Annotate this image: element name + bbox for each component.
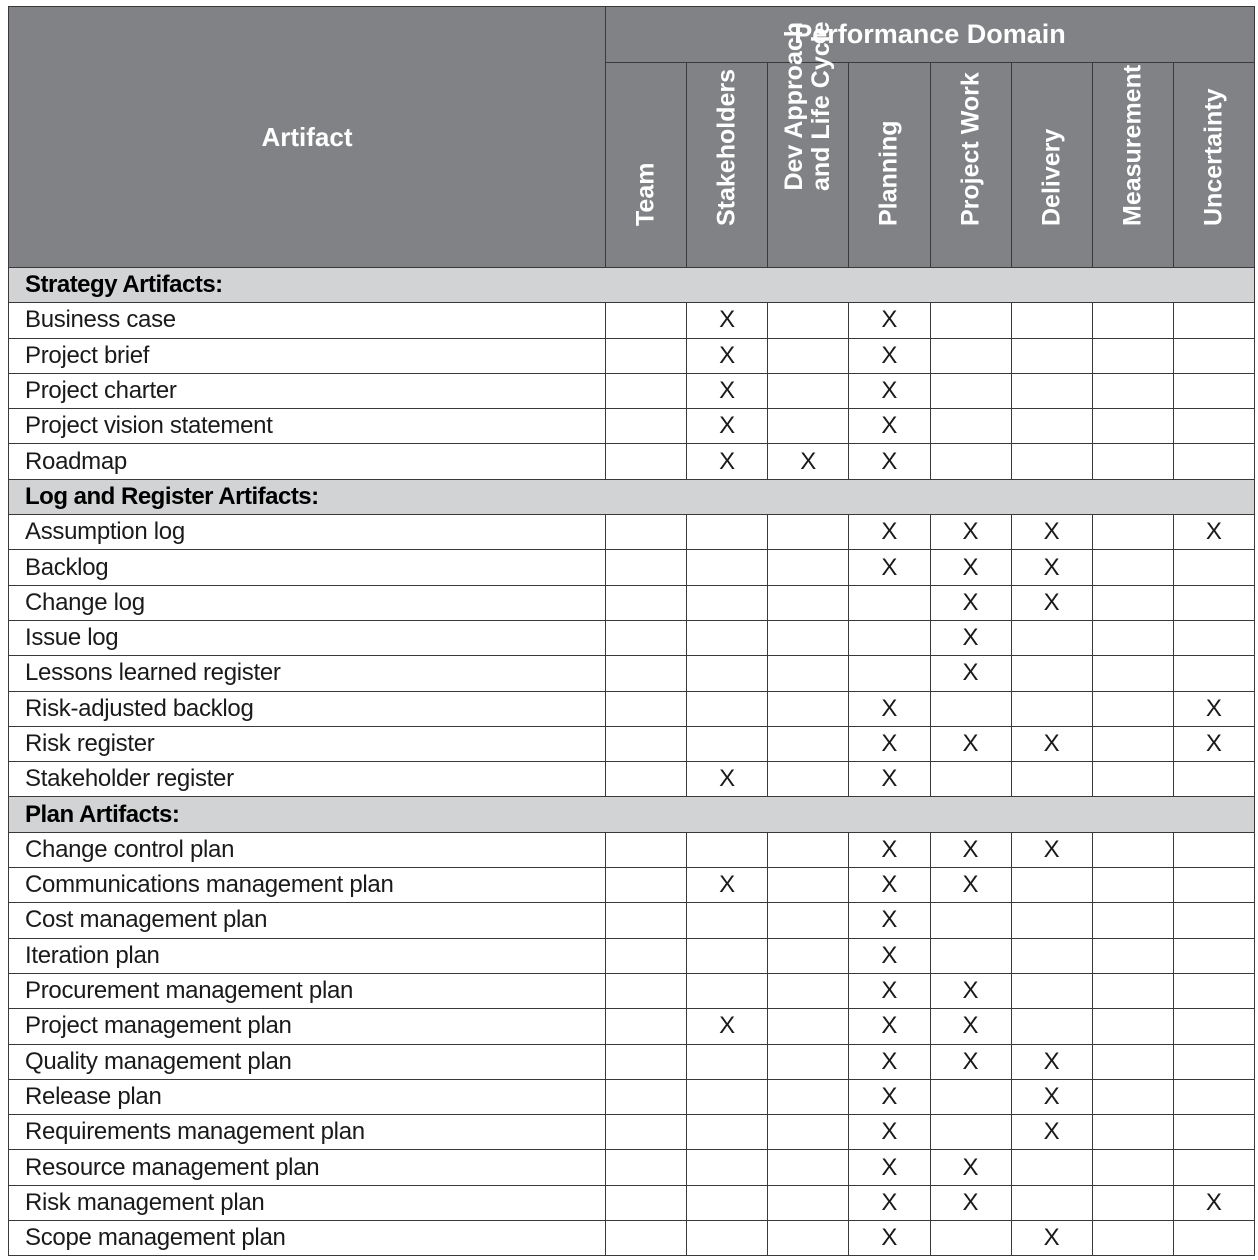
- domain-cell: [1011, 691, 1092, 726]
- domain-cell: [768, 409, 849, 444]
- artifact-name: Scope management plan: [9, 1221, 606, 1256]
- domain-cell: [687, 1115, 768, 1150]
- domain-cell: [1092, 1185, 1173, 1220]
- domain-cell: X: [930, 515, 1011, 550]
- domain-cell: [606, 373, 687, 408]
- domain-cell: [1092, 1221, 1173, 1256]
- domain-cell: [606, 1185, 687, 1220]
- domain-cell: [930, 903, 1011, 938]
- domain-cell: [1173, 656, 1254, 691]
- domain-cell: X: [849, 691, 930, 726]
- domain-cell: [1092, 338, 1173, 373]
- domain-cell: [930, 373, 1011, 408]
- domain-cell: X: [849, 515, 930, 550]
- domain-cell: [606, 303, 687, 338]
- domain-cell: X: [849, 832, 930, 867]
- domain-cell: [768, 726, 849, 761]
- artifact-name: Stakeholder register: [9, 762, 606, 797]
- domain-cell: [606, 585, 687, 620]
- section-title: Strategy Artifacts:: [9, 268, 1255, 303]
- domain-cell: [1173, 620, 1254, 655]
- domain-cell: [768, 938, 849, 973]
- domain-cell: X: [849, 338, 930, 373]
- domain-header: Stakeholders: [687, 63, 768, 268]
- domain-cell: [768, 620, 849, 655]
- domain-cell: X: [1011, 726, 1092, 761]
- artifact-name: Risk management plan: [9, 1185, 606, 1220]
- table-row: [9, 832, 1255, 867]
- domain-cell: [1092, 903, 1173, 938]
- domain-cell: [606, 656, 687, 691]
- domain-cell: X: [930, 1044, 1011, 1079]
- artifact-name: Project vision statement: [9, 409, 606, 444]
- table-row: [9, 868, 1255, 903]
- domain-header: Delivery: [1011, 63, 1092, 268]
- table-row: [9, 409, 1255, 444]
- artifact-header: Artifact: [9, 7, 606, 268]
- domain-cell: [606, 1115, 687, 1150]
- domain-cell: [1173, 938, 1254, 973]
- domain-cell: X: [849, 1185, 930, 1220]
- artifact-name: Project charter: [9, 373, 606, 408]
- domain-cell: X: [849, 762, 930, 797]
- domain-cell: [606, 620, 687, 655]
- table-row: [9, 1079, 1255, 1114]
- domain-cell: [687, 832, 768, 867]
- table-row: [9, 515, 1255, 550]
- domain-cell: [1092, 691, 1173, 726]
- domain-cell: [1173, 444, 1254, 479]
- artifact-domain-matrix: [8, 6, 1255, 1256]
- artifact-name: Risk register: [9, 726, 606, 761]
- section-row: [9, 797, 1255, 832]
- domain-cell: [606, 762, 687, 797]
- domain-cell: [687, 1150, 768, 1185]
- domain-cell: X: [849, 409, 930, 444]
- table-row: [9, 973, 1255, 1008]
- domain-cell: [1092, 1115, 1173, 1150]
- domain-header: Project Work: [930, 63, 1011, 268]
- domain-cell: [1011, 373, 1092, 408]
- domain-cell: [1173, 1221, 1254, 1256]
- domain-cell: [1011, 620, 1092, 655]
- domain-cell: [768, 832, 849, 867]
- artifact-name: Change control plan: [9, 832, 606, 867]
- domain-cell: [1011, 903, 1092, 938]
- artifact-name: Business case: [9, 303, 606, 338]
- domain-cell: [1092, 1044, 1173, 1079]
- domain-cell: [687, 585, 768, 620]
- domain-cell: [1173, 868, 1254, 903]
- section-title: Plan Artifacts:: [9, 797, 1255, 832]
- domain-cell: [1092, 373, 1173, 408]
- domain-cell: X: [687, 1009, 768, 1044]
- domain-cell: X: [1011, 1115, 1092, 1150]
- domain-cell: X: [930, 832, 1011, 867]
- domain-cell: [606, 691, 687, 726]
- domain-cell: [1092, 938, 1173, 973]
- table-row: [9, 1185, 1255, 1220]
- domain-cell: X: [687, 373, 768, 408]
- domain-cell: [687, 1079, 768, 1114]
- artifact-name: Backlog: [9, 550, 606, 585]
- domain-cell: X: [1173, 726, 1254, 761]
- domain-cell: [849, 585, 930, 620]
- domain-cell: [768, 1115, 849, 1150]
- domain-cell: X: [1011, 1044, 1092, 1079]
- domain-cell: [768, 656, 849, 691]
- domain-cell: [1092, 515, 1173, 550]
- domain-cell: [606, 938, 687, 973]
- domain-cell: [687, 1221, 768, 1256]
- domain-cell: [930, 1221, 1011, 1256]
- domain-cell: [1011, 1009, 1092, 1044]
- domain-cell: [930, 691, 1011, 726]
- domain-header: Measurement: [1092, 63, 1173, 268]
- domain-cell: X: [687, 444, 768, 479]
- domain-cell: X: [849, 1044, 930, 1079]
- domain-cell: [1173, 1115, 1254, 1150]
- domain-cell: [606, 973, 687, 1008]
- domain-cell: [1173, 1079, 1254, 1114]
- domain-cell: X: [930, 620, 1011, 655]
- domain-cell: [768, 868, 849, 903]
- domain-cell: [1092, 1079, 1173, 1114]
- domain-cell: X: [1011, 550, 1092, 585]
- domain-cell: [1092, 303, 1173, 338]
- domain-cell: X: [1173, 691, 1254, 726]
- domain-cell: [687, 1044, 768, 1079]
- table-row: [9, 338, 1255, 373]
- domain-cell: [1092, 1009, 1173, 1044]
- domain-cell: X: [930, 1150, 1011, 1185]
- domain-cell: [1173, 1009, 1254, 1044]
- table-row: [9, 585, 1255, 620]
- domain-cell: X: [849, 1115, 930, 1150]
- domain-cell: [930, 1115, 1011, 1150]
- artifact-name: Roadmap: [9, 444, 606, 479]
- domain-cell: X: [687, 409, 768, 444]
- domain-cell: [687, 550, 768, 585]
- domain-cell: [1092, 726, 1173, 761]
- domain-cell: [1011, 444, 1092, 479]
- domain-cell: X: [687, 762, 768, 797]
- domain-cell: X: [849, 1221, 930, 1256]
- domain-cell: [606, 868, 687, 903]
- domain-cell: X: [1011, 515, 1092, 550]
- artifact-name: Iteration plan: [9, 938, 606, 973]
- domain-cell: [1173, 585, 1254, 620]
- domain-cell: [930, 303, 1011, 338]
- domain-cell: [768, 1044, 849, 1079]
- domain-cell: X: [849, 1150, 930, 1185]
- domain-cell: [1011, 656, 1092, 691]
- domain-header: Team: [606, 63, 687, 268]
- artifact-name: Requirements management plan: [9, 1115, 606, 1150]
- domain-cell: X: [930, 868, 1011, 903]
- domain-cell: [768, 338, 849, 373]
- section-row: [9, 479, 1255, 514]
- artifact-name: Assumption log: [9, 515, 606, 550]
- domain-cell: [687, 903, 768, 938]
- domain-cell: [1173, 373, 1254, 408]
- domain-cell: [930, 444, 1011, 479]
- domain-cell: X: [1011, 585, 1092, 620]
- domain-cell: [1092, 656, 1173, 691]
- domain-cell: [1092, 832, 1173, 867]
- domain-cell: [768, 1150, 849, 1185]
- artifact-name: Project management plan: [9, 1009, 606, 1044]
- domain-cell: [1173, 762, 1254, 797]
- domain-cell: [606, 550, 687, 585]
- domain-cell: [606, 1150, 687, 1185]
- domain-cell: [687, 726, 768, 761]
- domain-cell: [606, 1044, 687, 1079]
- domain-cell: [768, 762, 849, 797]
- domain-cell: X: [849, 938, 930, 973]
- table-row: [9, 938, 1255, 973]
- table-row: [9, 691, 1255, 726]
- domain-cell: [768, 373, 849, 408]
- domain-cell: [687, 620, 768, 655]
- artifact-name: Project brief: [9, 338, 606, 373]
- table-row: [9, 1150, 1255, 1185]
- domain-cell: [1011, 1185, 1092, 1220]
- domain-header: Uncertainty: [1173, 63, 1254, 268]
- domain-cell: [687, 1185, 768, 1220]
- domain-cell: [768, 903, 849, 938]
- domain-cell: [606, 726, 687, 761]
- domain-cell: [930, 338, 1011, 373]
- domain-cell: X: [849, 373, 930, 408]
- artifact-name: Resource management plan: [9, 1150, 606, 1185]
- domain-cell: X: [768, 444, 849, 479]
- domain-cell: [1173, 338, 1254, 373]
- domain-cell: [1092, 444, 1173, 479]
- domain-cell: [606, 515, 687, 550]
- artifact-name: Quality management plan: [9, 1044, 606, 1079]
- section-row: [9, 268, 1255, 303]
- table-row: [9, 726, 1255, 761]
- artifact-name: Change log: [9, 585, 606, 620]
- domain-cell: X: [849, 973, 930, 1008]
- domain-cell: [930, 409, 1011, 444]
- domain-cell: [606, 444, 687, 479]
- domain-cell: X: [1011, 1221, 1092, 1256]
- domain-cell: [1173, 550, 1254, 585]
- domain-cell: [768, 303, 849, 338]
- domain-cell: [687, 656, 768, 691]
- domain-cell: [687, 691, 768, 726]
- domain-cell: [687, 973, 768, 1008]
- domain-cell: [606, 1009, 687, 1044]
- artifact-name: Procurement management plan: [9, 973, 606, 1008]
- domain-cell: [1173, 1044, 1254, 1079]
- domain-cell: [1011, 868, 1092, 903]
- domain-cell: [1011, 762, 1092, 797]
- domain-cell: [1092, 585, 1173, 620]
- domain-cell: [930, 762, 1011, 797]
- performance-domain-header: Performance Domain: [606, 7, 1255, 63]
- domain-cell: [1173, 409, 1254, 444]
- domain-cell: [930, 1079, 1011, 1114]
- domain-cell: [930, 938, 1011, 973]
- domain-cell: X: [849, 303, 930, 338]
- domain-cell: X: [930, 1185, 1011, 1220]
- domain-cell: X: [849, 726, 930, 761]
- domain-cell: [606, 409, 687, 444]
- table-row: [9, 303, 1255, 338]
- domain-cell: X: [1011, 1079, 1092, 1114]
- domain-cell: [768, 515, 849, 550]
- domain-cell: [1092, 409, 1173, 444]
- table-row: [9, 762, 1255, 797]
- artifact-name: Issue log: [9, 620, 606, 655]
- domain-cell: X: [849, 1009, 930, 1044]
- domain-cell: X: [849, 903, 930, 938]
- domain-cell: X: [930, 726, 1011, 761]
- table-row: [9, 903, 1255, 938]
- domain-header: Planning: [849, 63, 930, 268]
- domain-cell: X: [849, 1079, 930, 1114]
- domain-cell: [1173, 303, 1254, 338]
- domain-cell: [849, 656, 930, 691]
- table-row: [9, 373, 1255, 408]
- domain-cell: X: [687, 338, 768, 373]
- domain-cell: X: [687, 303, 768, 338]
- table-row: [9, 1009, 1255, 1044]
- domain-cell: [1173, 903, 1254, 938]
- domain-cell: [606, 1221, 687, 1256]
- domain-cell: [768, 973, 849, 1008]
- domain-cell: [1173, 1150, 1254, 1185]
- domain-cell: [1011, 409, 1092, 444]
- domain-cell: [687, 938, 768, 973]
- domain-cell: [606, 1079, 687, 1114]
- domain-cell: X: [1173, 515, 1254, 550]
- domain-cell: [687, 515, 768, 550]
- domain-header: Dev Approach and Life Cycle: [768, 63, 849, 268]
- domain-cell: [1092, 973, 1173, 1008]
- domain-cell: X: [930, 550, 1011, 585]
- domain-cell: [1092, 1150, 1173, 1185]
- domain-cell: [1173, 832, 1254, 867]
- table-row: [9, 1115, 1255, 1150]
- domain-cell: [1011, 338, 1092, 373]
- domain-cell: X: [930, 1009, 1011, 1044]
- artifact-name: Cost management plan: [9, 903, 606, 938]
- domain-cell: [1011, 303, 1092, 338]
- domain-cell: [1011, 1150, 1092, 1185]
- domain-cell: X: [1011, 832, 1092, 867]
- domain-cell: [1173, 973, 1254, 1008]
- domain-cell: [768, 585, 849, 620]
- table-row: [9, 1221, 1255, 1256]
- domain-cell: [768, 1221, 849, 1256]
- domain-cell: X: [849, 868, 930, 903]
- domain-cell: [1092, 550, 1173, 585]
- domain-cell: X: [930, 585, 1011, 620]
- artifact-name: Release plan: [9, 1079, 606, 1114]
- domain-cell: [1092, 868, 1173, 903]
- domain-cell: X: [687, 868, 768, 903]
- domain-cell: [768, 1185, 849, 1220]
- domain-cell: X: [930, 656, 1011, 691]
- domain-cell: X: [1173, 1185, 1254, 1220]
- domain-cell: [1011, 938, 1092, 973]
- domain-cell: [606, 903, 687, 938]
- table-row: [9, 1044, 1255, 1079]
- table-row: [9, 550, 1255, 585]
- domain-cell: [1011, 973, 1092, 1008]
- domain-cell: [768, 1079, 849, 1114]
- domain-cell: [606, 338, 687, 373]
- domain-cell: [768, 550, 849, 585]
- domain-cell: [606, 832, 687, 867]
- table-row: [9, 444, 1255, 479]
- domain-cell: X: [930, 973, 1011, 1008]
- table-row: [9, 656, 1255, 691]
- domain-cell: [1092, 620, 1173, 655]
- artifact-name: Risk-adjusted backlog: [9, 691, 606, 726]
- domain-cell: [1092, 762, 1173, 797]
- artifact-name: Communications management plan: [9, 868, 606, 903]
- domain-cell: X: [849, 550, 930, 585]
- table-row: [9, 620, 1255, 655]
- domain-cell: [849, 620, 930, 655]
- domain-cell: X: [849, 444, 930, 479]
- domain-cell: [768, 1009, 849, 1044]
- artifact-name: Lessons learned register: [9, 656, 606, 691]
- section-title: Log and Register Artifacts:: [9, 479, 1255, 514]
- domain-cell: [768, 691, 849, 726]
